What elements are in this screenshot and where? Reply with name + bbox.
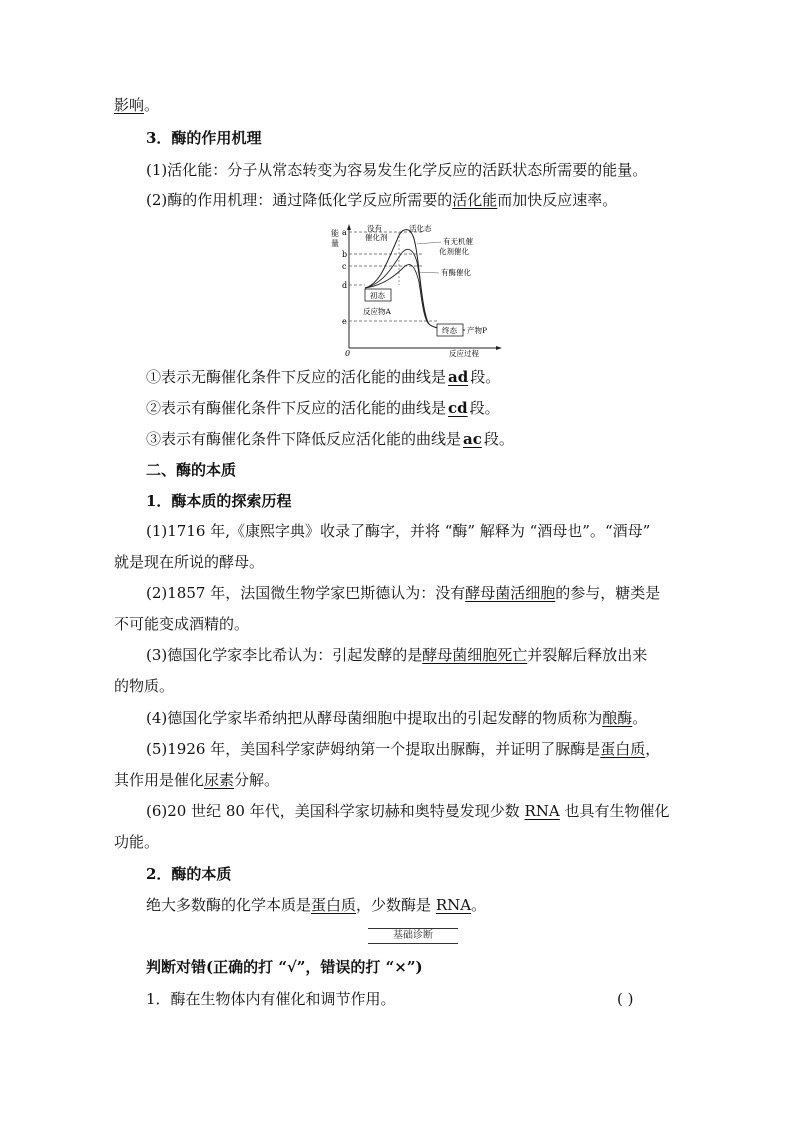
text-fragment: 。 [144,96,160,114]
y-axis-arrow-icon [347,224,351,230]
tick-a: a [342,228,347,237]
judge-item: 1．酶在生物体内有催化和调节作用。 [146,990,396,1008]
instruction-line: 判断对错(正确的打 “√”，错误的打 “×”) [146,958,423,976]
text-line [146,895,486,915]
underlined-term: 酿酶 [602,709,633,727]
text-line [146,801,670,821]
underlined-term: 蛋白质 [600,740,646,758]
underlined-term: 酵母菌活细胞 [465,584,556,602]
text-fragment: 段。 [470,368,501,386]
text-fragment: ③表示有酶催化条件下降低反应活化能的曲线是 [146,430,462,448]
text-fragment: 段。 [469,399,500,417]
origin-label: 0 [345,349,351,358]
text-fragment: (2)酶的作用机理：通过降低化学反应所需要的 [146,191,453,209]
text-fragment: 分解。 [234,771,280,789]
text-fragment: 的参与，糖类是 [555,584,661,602]
y-axis-label-2: 量 [331,239,339,248]
x-axis-label: 反应过程 [449,349,479,358]
text-line: (1)活化能：分子从常态转变为容易发生化学反应的活跃状态所需要的能量。 [146,161,648,179]
text-line [114,95,159,115]
label-inorganic-1: 有无机催 [443,237,473,246]
answer-paren[interactable]: ( ) [617,990,634,1008]
tick-c: c [342,262,347,271]
subsection-heading: 1．酶本质的探索历程 [146,492,292,510]
text-line: 功能。 [114,833,160,851]
section-badge [368,928,458,944]
label-inorganic-2: 化剂催化 [439,247,469,256]
text-fragment: ，少数酶是 [356,896,436,914]
section-heading: 3．酶的作用机理 [146,129,262,147]
text-fragment: (5)1926 年，美国科学家萨姆纳第一个提取出脲酶，并证明了脲酶是 [146,740,601,758]
text-fragment: 而加快反应速率。 [497,191,618,209]
text-fragment: 并裂解后释放出来 [527,646,648,664]
enzyme-energy-diagram [325,222,505,358]
text-line [114,770,279,790]
text-line [146,583,660,603]
tick-d: d [342,281,348,290]
question-line [146,398,500,418]
text-fragment: 也具有生物催化 [559,802,670,820]
label-initial-state: 初态 [370,291,385,300]
text-line: 就是现在所说的酵母。 [114,553,265,571]
text-line: 的物质。 [114,677,175,695]
text-fragment: (6)20 世纪 80 年代，美国科学家切赫和奥特曼发现少数 [146,802,525,820]
text-line: (1)1716 年,《康熙字典》收录了酶字，并将 “酶” 解释为 “酒母也”。“酒母” [146,522,651,540]
question-line [146,367,500,387]
underlined-term: 活化能 [452,191,498,209]
text-fragment: ①表示无酶催化条件下反应的活化能的曲线是 [146,368,447,386]
label-final-state: 终态 [442,326,457,335]
text-line [146,645,647,665]
question-line [146,429,514,449]
text-fragment: (2)1857 年，法国微生物学家巴斯德认为：没有 [146,584,466,602]
text-fragment: (3)德国化学家李比希认为：引起发酵的是 [146,646,423,664]
underlined-term: 蛋白质 [311,896,357,914]
underlined-term: 影响 [114,96,145,114]
badge-label: 基础诊断 [389,930,437,941]
answer-blank: ac [463,430,482,448]
label-no-catalyst-2: 催化剂 [365,233,388,242]
text-line: 不可能变成酒精的。 [114,615,250,633]
label-no-catalyst-1: 没有 [367,224,382,233]
x-axis-arrow-icon [496,346,502,350]
subsection-heading: 2．酶的本质 [146,865,232,883]
text-line [146,190,617,210]
label-reactant: 反应物A [363,307,391,316]
text-fragment: ， [645,740,661,758]
label-product: 产物P [467,326,488,335]
text-fragment: 绝大多数酶的化学本质是 [146,896,312,914]
text-fragment: ②表示有酶催化条件下反应的活化能的曲线是 [146,399,447,417]
underlined-term: 尿素 [204,771,235,789]
underlined-term: RNA [435,896,472,914]
answer-blank: ad [448,368,469,386]
label-active-state: 活化态 [409,224,432,233]
tick-b: b [342,250,348,259]
text-line [146,739,660,759]
text-fragment: 段。 [483,430,514,448]
tick-e: e [342,317,347,326]
text-fragment: 。 [471,896,487,914]
underlined-term: RNA [524,802,560,820]
answer-blank: cd [448,399,468,417]
section-heading: 二、酶的本质 [146,461,237,479]
text-line [146,708,647,728]
y-axis-label-1: 能 [331,229,339,238]
text-fragment: 。 [632,709,648,727]
leader-inorganic [417,242,441,244]
text-fragment: 其作用是催化 [114,771,205,789]
leader-enzyme [417,272,439,273]
label-enzyme: 有酶催化 [441,268,471,277]
underlined-term: 酵母菌细胞死亡 [422,646,528,664]
text-fragment: (4)德国化学家毕希纳把从酵母菌细胞中提取出的引起发酵的物质称为 [146,709,603,727]
